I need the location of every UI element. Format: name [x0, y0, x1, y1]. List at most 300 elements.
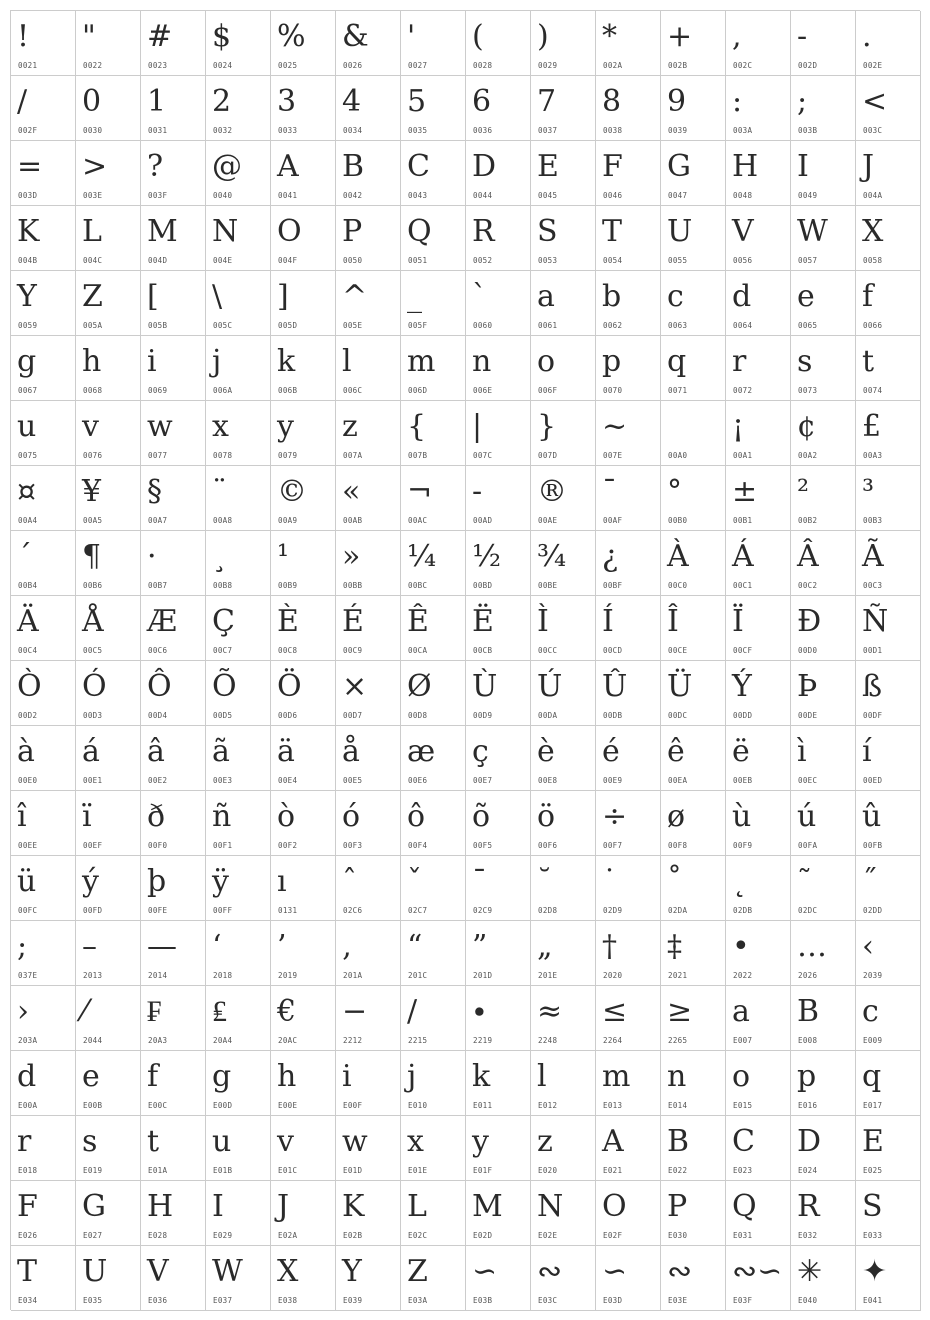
glyph-cell — [531, 76, 596, 141]
glyph-sample: á — [82, 734, 100, 769]
glyph-codepoint: 00F0 — [148, 841, 168, 850]
glyph-sample: “ — [407, 929, 423, 964]
glyph-cell — [531, 336, 596, 401]
glyph-sample: ² — [797, 474, 810, 509]
glyph-cell — [141, 661, 206, 726]
glyph-sample: e — [797, 279, 815, 314]
glyph-cell — [661, 76, 726, 141]
glyph-codepoint: 02DA — [668, 906, 688, 915]
glyph-cell — [531, 986, 596, 1051]
glyph-sample: B — [342, 149, 365, 184]
glyph-cell — [11, 141, 76, 206]
glyph-codepoint: 003B — [798, 126, 818, 135]
glyph-cell — [11, 336, 76, 401]
glyph-sample: ä — [277, 734, 295, 769]
glyph-cell — [726, 401, 791, 466]
glyph-codepoint: 00C9 — [343, 646, 363, 655]
glyph-sample: ÿ — [212, 864, 229, 899]
glyph-cell — [726, 921, 791, 986]
glyph-cell — [661, 11, 726, 76]
glyph-cell — [596, 1181, 661, 1246]
glyph-cell — [466, 206, 531, 271]
glyph-sample: v — [82, 409, 99, 444]
glyph-codepoint: E024 — [798, 1166, 818, 1175]
glyph-cell — [336, 596, 401, 661]
glyph-codepoint: 201D — [473, 971, 493, 980]
glyph-cell — [11, 401, 76, 466]
glyph-sample: ⁄ — [82, 994, 88, 1029]
glyph-cell — [271, 921, 336, 986]
glyph-codepoint: 00E6 — [408, 776, 428, 785]
glyph-codepoint: E030 — [668, 1231, 688, 1240]
glyph-sample: ≥ — [667, 994, 693, 1029]
glyph-codepoint: 00C5 — [83, 646, 103, 655]
glyph-sample: i — [147, 344, 157, 379]
glyph-codepoint: 002E — [863, 61, 883, 70]
glyph-cell — [661, 1181, 726, 1246]
glyph-codepoint: E01F — [473, 1166, 493, 1175]
glyph-cell — [76, 271, 141, 336]
glyph-sample: õ — [472, 799, 491, 834]
glyph-codepoint: 00D4 — [148, 711, 168, 720]
glyph-sample: ‚ — [342, 929, 352, 964]
glyph-cell — [271, 986, 336, 1051]
glyph-codepoint: 002A — [603, 61, 623, 70]
glyph-sample: T — [17, 1254, 38, 1289]
glyph-cell — [141, 336, 206, 401]
glyph-cell — [141, 271, 206, 336]
glyph-sample: C — [407, 149, 430, 184]
glyph-sample: } — [537, 409, 557, 444]
glyph-sample: í — [862, 734, 872, 769]
glyph-sample: 7 — [537, 84, 557, 119]
glyph-codepoint: 00CE — [668, 646, 688, 655]
glyph-cell — [206, 596, 271, 661]
glyph-cell — [661, 206, 726, 271]
glyph-codepoint: 0053 — [538, 256, 558, 265]
glyph-cell — [531, 1051, 596, 1116]
glyph-cell — [401, 1246, 466, 1311]
glyph-cell — [206, 466, 271, 531]
glyph-cell — [726, 791, 791, 856]
glyph-codepoint: 201A — [343, 971, 363, 980]
glyph-codepoint: 00AD — [473, 516, 493, 525]
glyph-sample: F — [17, 1189, 38, 1224]
glyph-sample: ∽ — [602, 1254, 628, 1289]
glyph-codepoint: 203A — [18, 1036, 38, 1045]
glyph-codepoint: 00F7 — [603, 841, 623, 850]
glyph-sample: Í — [602, 604, 614, 639]
glyph-codepoint: 00A1 — [733, 451, 753, 460]
glyph-sample: ! — [17, 19, 30, 54]
glyph-cell — [11, 11, 76, 76]
glyph-sample: ¾ — [537, 539, 567, 574]
glyph-codepoint: 00AB — [343, 516, 363, 525]
glyph-cell — [856, 856, 921, 921]
glyph-codepoint: 005F — [408, 321, 428, 330]
glyph-cell — [596, 1051, 661, 1116]
glyph-cell — [141, 1181, 206, 1246]
glyph-sample: » — [342, 539, 361, 574]
glyph-codepoint: 00CA — [408, 646, 428, 655]
glyph-codepoint: 00D0 — [798, 646, 818, 655]
glyph-cell — [466, 856, 531, 921]
glyph-sample: 3 — [277, 84, 297, 119]
glyph-cell — [271, 726, 336, 791]
glyph-codepoint: 00F3 — [343, 841, 363, 850]
glyph-sample: Â — [797, 539, 819, 574]
glyph-sample: ˛ — [732, 864, 747, 899]
glyph-sample: { — [407, 409, 427, 444]
glyph-codepoint: 2248 — [538, 1036, 558, 1045]
glyph-codepoint: 2039 — [863, 971, 883, 980]
glyph-codepoint: E029 — [213, 1231, 233, 1240]
glyph-sample: â — [147, 734, 165, 769]
glyph-codepoint: 00E0 — [18, 776, 38, 785]
glyph-cell — [856, 11, 921, 76]
glyph-cell — [206, 336, 271, 401]
glyph-sample: Ð — [797, 604, 822, 639]
glyph-codepoint: 00CF — [733, 646, 753, 655]
glyph-cell — [271, 76, 336, 141]
glyph-cell — [661, 791, 726, 856]
glyph-sample: b — [602, 279, 622, 314]
glyph-sample: ₤ — [212, 994, 227, 1029]
glyph-codepoint: 0029 — [538, 61, 558, 70]
glyph-codepoint: 00FB — [863, 841, 883, 850]
glyph-codepoint: 00E7 — [473, 776, 493, 785]
glyph-codepoint: 006C — [343, 386, 363, 395]
glyph-sample: ] — [277, 279, 289, 314]
glyph-codepoint: 004B — [18, 256, 38, 265]
glyph-sample: y — [277, 409, 294, 444]
glyph-sample: Ý — [732, 669, 752, 704]
glyph-codepoint: 00B0 — [668, 516, 688, 525]
glyph-sample: à — [17, 734, 35, 769]
glyph-codepoint: 00EC — [798, 776, 818, 785]
glyph-cell — [531, 401, 596, 466]
glyph-cell — [336, 986, 401, 1051]
glyph-cell — [141, 596, 206, 661]
glyph-sample: ú — [797, 799, 817, 834]
glyph-codepoint: 0050 — [343, 256, 363, 265]
glyph-codepoint: 00C2 — [798, 581, 818, 590]
glyph-cell — [76, 11, 141, 76]
glyph-sample: D — [797, 1124, 822, 1159]
glyph-cell — [76, 206, 141, 271]
glyph-cell — [726, 141, 791, 206]
glyph-codepoint: 00CD — [603, 646, 623, 655]
glyph-cell — [856, 401, 921, 466]
glyph-cell — [206, 401, 271, 466]
glyph-codepoint: 003F — [148, 191, 168, 200]
glyph-cell — [726, 466, 791, 531]
glyph-cell — [11, 466, 76, 531]
glyph-sample: z — [342, 409, 358, 444]
glyph-sample: u — [17, 409, 37, 444]
glyph-sample: Ô — [147, 669, 172, 704]
glyph-cell — [206, 271, 271, 336]
glyph-sample: Q — [407, 214, 432, 249]
glyph-cell — [401, 1181, 466, 1246]
glyph-sample: X — [862, 214, 884, 249]
glyph-codepoint: 00E3 — [213, 776, 233, 785]
glyph-sample: ; — [17, 929, 28, 964]
glyph-codepoint: 0045 — [538, 191, 558, 200]
glyph-cell — [141, 466, 206, 531]
glyph-sample: À — [667, 539, 689, 574]
glyph-sample: d — [732, 279, 752, 314]
glyph-codepoint: 0065 — [798, 321, 818, 330]
glyph-sample: Ó — [82, 669, 107, 704]
glyph-sample: E — [537, 149, 559, 184]
glyph-sample: Ä — [17, 604, 39, 639]
glyph-cell — [856, 596, 921, 661]
glyph-codepoint: 00A9 — [278, 516, 298, 525]
glyph-cell — [531, 726, 596, 791]
glyph-sample: ê — [667, 734, 685, 769]
glyph-sample: ₣ — [147, 994, 162, 1029]
glyph-sample: K — [17, 214, 40, 249]
glyph-cell — [661, 336, 726, 401]
glyph-codepoint: E012 — [538, 1101, 558, 1110]
glyph-cell — [791, 11, 856, 76]
glyph-codepoint: 00A2 — [798, 451, 818, 460]
glyph-codepoint: 0030 — [83, 126, 103, 135]
glyph-cell — [466, 76, 531, 141]
glyph-sample: ö — [537, 799, 556, 834]
glyph-sample: Ì — [537, 604, 549, 639]
glyph-codepoint: E014 — [668, 1101, 688, 1110]
glyph-codepoint: 201E — [538, 971, 558, 980]
glyph-cell — [76, 466, 141, 531]
glyph-sample: ¿ — [602, 539, 619, 574]
glyph-cell — [401, 726, 466, 791]
glyph-sample: ∾∽ — [732, 1254, 783, 1289]
glyph-cell — [11, 531, 76, 596]
glyph-cell — [271, 336, 336, 401]
glyph-codepoint: E017 — [863, 1101, 883, 1110]
glyph-codepoint: 00BF — [603, 581, 623, 590]
glyph-cell — [856, 661, 921, 726]
glyph-sample: 9 — [667, 84, 687, 119]
glyph-cell — [791, 401, 856, 466]
glyph-cell — [271, 856, 336, 921]
glyph-sample: ¹ — [277, 539, 290, 574]
glyph-sample: - — [797, 19, 808, 54]
glyph-sample: K — [342, 1189, 365, 1224]
glyph-cell — [401, 76, 466, 141]
glyph-codepoint: 0027 — [408, 61, 428, 70]
glyph-sample: ∙ — [472, 994, 487, 1029]
glyph-codepoint: 005E — [343, 321, 363, 330]
glyph-codepoint: 20AC — [278, 1036, 298, 1045]
glyph-cell — [271, 1116, 336, 1181]
glyph-codepoint: 00B8 — [213, 581, 233, 590]
glyph-codepoint: 00EF — [83, 841, 103, 850]
glyph-sample: • — [732, 929, 750, 964]
glyph-sample: 8 — [602, 84, 622, 119]
glyph-sample: o — [732, 1059, 751, 1094]
glyph-cell — [661, 1116, 726, 1181]
glyph-sample: + — [667, 19, 693, 54]
glyph-codepoint: E01B — [213, 1166, 233, 1175]
glyph-codepoint: 0079 — [278, 451, 298, 460]
glyph-sample: r — [732, 344, 747, 379]
glyph-sample: Á — [732, 539, 754, 574]
glyph-cell — [401, 466, 466, 531]
glyph-codepoint: 007C — [473, 451, 493, 460]
glyph-cell — [76, 336, 141, 401]
glyph-sample: é — [602, 734, 620, 769]
glyph-codepoint: 002D — [798, 61, 818, 70]
glyph-cell — [336, 271, 401, 336]
glyph-sample: t — [147, 1124, 160, 1159]
glyph-sample: Ø — [407, 669, 432, 704]
glyph-sample: ‹ — [862, 929, 874, 964]
glyph-codepoint: 0077 — [148, 451, 168, 460]
glyph-codepoint: E01E — [408, 1166, 428, 1175]
glyph-codepoint: 0066 — [863, 321, 883, 330]
glyph-cell — [791, 726, 856, 791]
glyph-cell — [206, 921, 271, 986]
glyph-sample: ∾ — [537, 1254, 563, 1289]
glyph-codepoint: 0068 — [83, 386, 103, 395]
glyph-codepoint: 2013 — [83, 971, 103, 980]
glyph-cell — [401, 1116, 466, 1181]
glyph-codepoint: E01C — [278, 1166, 298, 1175]
glyph-codepoint: 0042 — [343, 191, 363, 200]
glyph-sample: ˇ — [407, 864, 422, 899]
glyph-cell — [141, 1246, 206, 1311]
glyph-cell — [11, 76, 76, 141]
glyph-sample: Ï — [732, 604, 744, 639]
glyph-sample: V — [732, 214, 754, 249]
glyph-cell — [791, 76, 856, 141]
glyph-codepoint: E025 — [863, 1166, 883, 1175]
glyph-cell — [271, 1181, 336, 1246]
glyph-codepoint: 00F9 — [733, 841, 753, 850]
glyph-codepoint: E033 — [863, 1231, 883, 1240]
glyph-sample: : — [732, 84, 743, 119]
glyph-sample: ≈ — [537, 994, 563, 1029]
glyph-codepoint: 00FF — [213, 906, 233, 915]
glyph-codepoint: 0036 — [473, 126, 493, 135]
glyph-cell — [141, 401, 206, 466]
glyph-cell — [726, 661, 791, 726]
glyph-cell — [336, 1051, 401, 1116]
glyph-sample: ‘ — [212, 929, 222, 964]
glyph-codepoint: 02C7 — [408, 906, 428, 915]
glyph-cell — [661, 921, 726, 986]
glyph-sample: Þ — [797, 669, 818, 704]
glyph-cell — [466, 11, 531, 76]
glyph-sample: è — [537, 734, 555, 769]
glyph-cell — [271, 1246, 336, 1311]
glyph-sample: p — [797, 1059, 817, 1094]
glyph-sample: l — [342, 344, 352, 379]
glyph-codepoint: E021 — [603, 1166, 623, 1175]
glyph-cell — [206, 531, 271, 596]
glyph-cell — [726, 726, 791, 791]
glyph-sample: / — [17, 84, 28, 119]
glyph-cell — [726, 336, 791, 401]
glyph-codepoint: 00C7 — [213, 646, 233, 655]
glyph-codepoint: E028 — [148, 1231, 168, 1240]
glyph-cell — [531, 1116, 596, 1181]
glyph-sample: ∾ — [667, 1254, 693, 1289]
glyph-cell — [76, 1181, 141, 1246]
glyph-cell — [206, 1116, 271, 1181]
glyph-cell — [596, 336, 661, 401]
glyph-sample: H — [732, 149, 759, 184]
glyph-codepoint: 00D3 — [83, 711, 103, 720]
glyph-sample: c — [667, 279, 684, 314]
glyph-sample: ˙ — [602, 864, 617, 899]
glyph-sample: Z — [407, 1254, 428, 1289]
glyph-codepoint: 00C0 — [668, 581, 688, 590]
glyph-cell — [466, 141, 531, 206]
glyph-cell — [271, 401, 336, 466]
glyph-codepoint: 00FC — [18, 906, 38, 915]
glyph-sample: G — [82, 1189, 106, 1224]
glyph-codepoint: 00DB — [603, 711, 623, 720]
glyph-codepoint: 006A — [213, 386, 233, 395]
glyph-codepoint: 00C3 — [863, 581, 883, 590]
glyph-codepoint: 2212 — [343, 1036, 363, 1045]
glyph-sample: h — [82, 344, 102, 379]
glyph-codepoint: 0024 — [213, 61, 233, 70]
glyph-codepoint: 2022 — [733, 971, 753, 980]
glyph-cell — [726, 856, 791, 921]
glyph-cell — [856, 1181, 921, 1246]
glyph-codepoint: 2265 — [668, 1036, 688, 1045]
glyph-codepoint: 0060 — [473, 321, 493, 330]
glyph-codepoint: 00F1 — [213, 841, 233, 850]
glyph-sample: Q — [732, 1189, 757, 1224]
glyph-cell — [726, 986, 791, 1051]
glyph-codepoint: E03D — [603, 1296, 623, 1305]
glyph-cell — [856, 726, 921, 791]
glyph-sample: ’ — [277, 929, 287, 964]
glyph-codepoint: 0033 — [278, 126, 298, 135]
glyph-cell — [336, 921, 401, 986]
glyph-sample: H — [147, 1189, 174, 1224]
glyph-sample: J — [277, 1189, 290, 1224]
glyph-codepoint: 2014 — [148, 971, 168, 980]
glyph-cell — [661, 141, 726, 206]
glyph-codepoint: 00D2 — [18, 711, 38, 720]
glyph-sample: i — [342, 1059, 352, 1094]
glyph-codepoint: E00E — [278, 1101, 298, 1110]
glyph-sample: A — [277, 149, 299, 184]
glyph-cell — [791, 856, 856, 921]
glyph-sample: z — [537, 1124, 553, 1159]
glyph-codepoint: E02A — [278, 1231, 298, 1240]
glyph-codepoint: E011 — [473, 1101, 493, 1110]
glyph-codepoint: 005C — [213, 321, 233, 330]
glyph-cell — [76, 531, 141, 596]
glyph-codepoint: 00F6 — [538, 841, 558, 850]
glyph-cell — [531, 206, 596, 271]
glyph-codepoint: E019 — [83, 1166, 103, 1175]
glyph-cell — [791, 466, 856, 531]
glyph-codepoint: E039 — [343, 1296, 363, 1305]
glyph-codepoint: 02DB — [733, 906, 753, 915]
glyph-sample: „ — [537, 929, 553, 964]
glyph-cell — [466, 271, 531, 336]
glyph-sample: u — [212, 1124, 232, 1159]
